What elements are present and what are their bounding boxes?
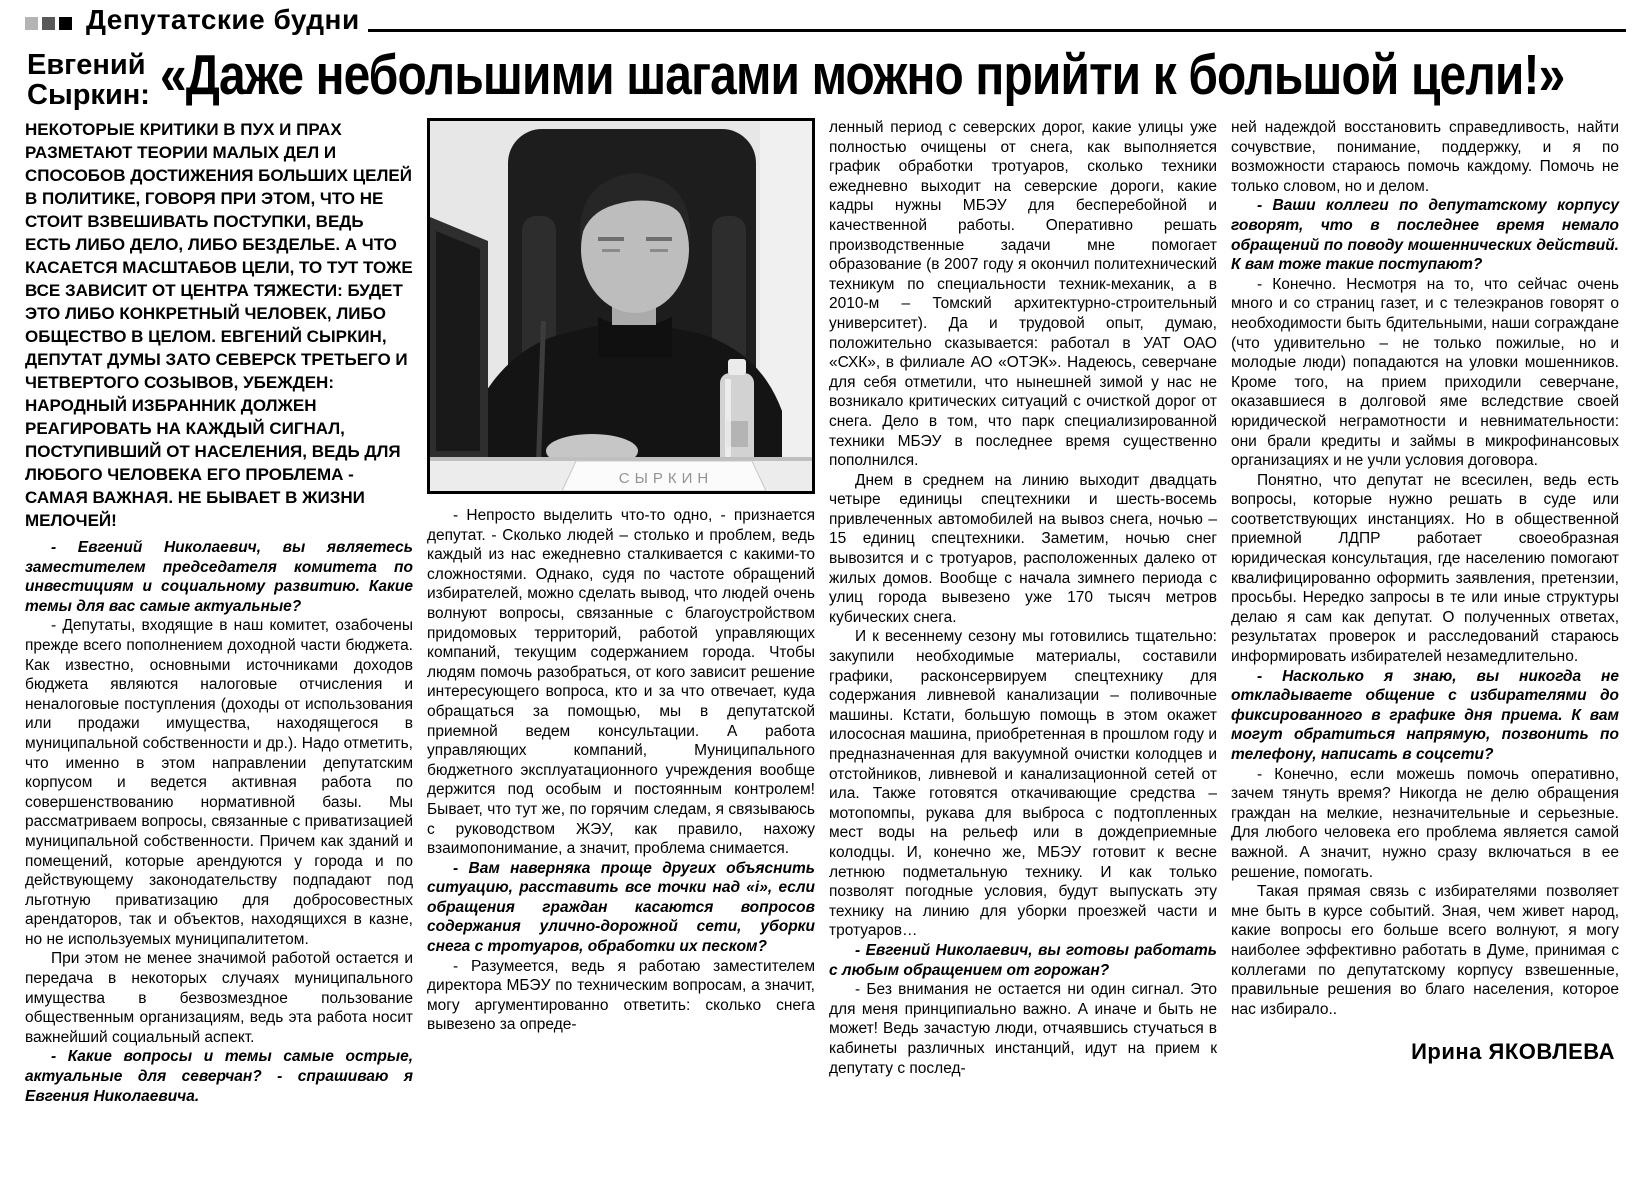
body-paragraph: Днем в среднем на линию выходит двадцать четыре единицы спецтехники и шесть-восемь привлеченных автомобилей на вывоз снега, ночью – 15 единиц спецтехники. Заметим, ночью снег вывозится и с тротуаров, расположенных далеко от жилых домов. Вообще с начала зимнего периода с улиц города вывезено уже 170 тысяч метров кубических снега. <box>829 471 1217 626</box>
kicker-rule <box>368 29 1626 32</box>
question-paragraph: - Евгений Николаевич, вы являетесь заместителем председателя комитета по инвестициям и социальному развитию. Какие темы для вас самые актуальные? <box>25 539 413 615</box>
headline-block <box>27 44 1626 110</box>
deputy-photo-graphic <box>430 121 812 491</box>
headline-quote: «Даже небольшими шагами можно прийти к большой цели!» <box>159 43 1565 107</box>
body-paragraph: Понятно, что депутат не всесилен, ведь есть вопросы, которые нужно решать в суде или соответствующих инстанциях. Но в общественной приемной ЛДПР работает своеобразная юридическая консультация, где населению помогают квалифицированно оформить заявления, претензии, просьбы. Нередко запросы в те или иные структуры делаю я сам как депутат. О полученных ответах, результатах проверок и расследований стараюсь информировать избирателей незамедлительно. <box>1231 471 1619 666</box>
question-paragraph: - Вам наверняка проще других объяснить ситуацию, расставить все точки над «i», если обращения граждан касаются вопросов содержания улично-дорожной сети, уборки снега с тротуаров, обработки их песком? <box>427 859 815 956</box>
desk-nameplate <box>562 461 766 491</box>
body-paragraph: - Депутаты, входящие в наш комитет, озабочены прежде всего пополнением доходной части бюджета. Как известно, основными источниками доходов бюджета являются налоговые отчисления и неналоговые поступления (доходы от использования или продажи имущества, находящегося в муниципальной собственности и др.). Надо отметить, что именно в этом направлении депутатским корпусом и ведется активная работа по совершенствованию нормативной базы. Мы рассматриваем вопросы, связанные с приватизацией муниципальной собственности. Причем как зданий и помещений, которые арендуются у города и по действующему законодательству подпадают под льготную приватизацию для добросовестных арендаторов, так и объектов, находящихся в казне, но не используемых муниципалитетом. <box>25 617 413 948</box>
article-body <box>25 118 1618 1201</box>
body-paragraph: - Разумеется, ведь я работаю заместителем директора МБЭУ по техническим вопросам, а значит, могу аргументированно ответить: сколько снега вывезено за опреде- <box>427 957 815 1034</box>
body-paragraph: - Непросто выделить что-то одно, - признается депутат. - Сколько людей – столько и проблем, ведь каждый из нас ежедневно сталкивается с какими-то сложностями. Однако, судя по частоте обращений избирателей, можно сделать вывод, что людей очень волнуют вопросы, связанные с благоустройством придомовых территорий, работой управляющих компаний, текущим содержанием города. Чтобы людям помочь разобраться, от кого зависит решение интересующего вопроса, кто и за что отвечает, куда обращаться за помощью, мы в депутатской приемной ведем консультации. А работа управляющих компаний, Муниципального бюджетного эксплуатационного учреждения вообще держится под особым и постоянным контролем! Бывает, что тут же, по горячим следам, я связываюсь с руководством ЖЭУ, как правило, нахожу взаимопонимание, а значит, проблема снимается. <box>427 507 815 858</box>
body-paragraph: - Конечно. Несмотря на то, что сейчас очень много и со страниц газет, и с телеэкранов говорят о необходимости быть бдительными, наши сограждане (что удивительно – не только пожилые, но и молодые люди) попадаются на уловки мошенников. Кроме того, на прием приходили северчане, оказавшиеся в долговой яме вследствие своей юридической неграмотности и невнимательности: они брали кредиты и займы в микрофинансовых организациях и не учли условия договора. <box>1231 275 1619 470</box>
question-paragraph: - Насколько я знаю, вы никогда не откладываете общение с избирателями до фиксированного в графике дня приема. К вам могут обратиться напрямую, позвонить по телефону, написать в соцсети? <box>1231 667 1619 763</box>
body-paragraph: И к весеннему сезону мы готовились тщательно: закупили необходимые материалы, составили графики, расконсервируем спецтехнику для содержания ливневой канализации – поливочные машины. Кстати, большую помощь в этом окажет илососная машина, приобретенная в прошлом году и предназначенная для вакуумной очистки колодцев и отстойников, ливневой и канализационной сетей от ила. Также готовятся откачивающие средства – мотопомпы, рукава для выброса с подтопленных мест воды на рельеф или в дождеприемные колодцы. И, конечно же, МБЭУ готовит к весне летнюю подметальную технику. И как только позволят погодные условия, будут выпускать эту технику на линию для уборки проезжей части и тротуаров… <box>829 628 1217 940</box>
body-paragraph: При этом не менее значимой работой остается и передача в некоторых случаях муниципального имущества в безвозмездное пользование общественным организациям, ведь эта работа носит важнейший социальный аспект. <box>25 950 413 1046</box>
body-paragraph: - Конечно, если можешь помочь оперативно, зачем тянуть время? Никогда не делю обращения граждан на мелкие, незначительные и серьезные. Для любого человека его проблема является самой важной. А значит, нужно сразу включаться в ее решение, помогать. <box>1231 765 1619 881</box>
body-paragraph: ленный период с северских дорог, какие улицы уже полностью очищены от снега, как выполняется график обработки тротуаров, сколько техники ежедневно выходит на северские дороги, какие кадры нужны МБЭУ для бесперебойной и качественной работы. Оперативно решать производственные задачи мне помогает образование (в 2007 году я окончил политехнический техникум по специальности техник-механик, а в 2010-м – Томский архитектурно-строительный университет). Да и трудовой опыт, думаю, положительно сказывается: работал в УАТ ОАО «СХК», в филиале АО «ОТЭК». Надеюсь, северчане для себя отметили, что нынешней зимой у нас не возникало критических ситуаций с очисткой дорог от снега. Дело в том, что парк специализированной техники МБЭУ в последнее время существенно пополнился. <box>829 119 1217 470</box>
column-2 <box>427 118 815 1201</box>
question-paragraph: - Ваши коллеги по депутатскому корпусу говорят, что в последнее время немало обращений по поводу мошеннических действий. К вам тоже такие поступают? <box>1231 197 1619 274</box>
column-1 <box>25 118 413 1201</box>
section-header <box>25 6 1626 34</box>
headline-speaker-line1: Евгений <box>27 49 146 81</box>
body-paragraph: ней надеждой восстановить справедливость, найти сочувствие, понимание, поддержку, и я по возможности стараюсь помочь каждому. Помочь не только словом, но и делом. <box>1231 119 1619 195</box>
body-paragraph: - Без внимания не остается ни один сигнал. Это для меня принципиально важно. А иначе и быть не может! Ведь зачастую люди, отчаявшись стучаться в кабинеты различных инстанций, идут на прием к депутату с послед- <box>829 981 1217 1077</box>
headline-quote-wrap <box>160 44 1642 106</box>
column-4 <box>1231 118 1619 1201</box>
body-paragraph: Такая прямая связь с избирателями позволяет мне быть в курсе событий. Зная, чем живет народ, какие вопросы его больше всего волнуют, я могу наиболее эффективно работать в Думе, принимая с коллегами по депутатскому корпусу взвешенные, правильные решения во благо населения, которое нас избирало.. <box>1231 883 1619 1018</box>
water-bottle <box>720 359 754 473</box>
section-marker-icon <box>25 17 76 30</box>
section-kicker: Депутатские будни <box>86 4 360 35</box>
nameplate-text: СЫРКИН <box>618 470 714 487</box>
author-byline: Ирина ЯКОВЛЕВА <box>1411 1039 1615 1065</box>
headline-speaker <box>27 44 150 110</box>
headline-speaker-line2: Сыркин: <box>27 79 150 111</box>
column-3 <box>829 118 1217 1201</box>
question-paragraph: - Евгений Николаевич, вы готовы работать с любым обращением от горожан? <box>829 941 1217 979</box>
lead-paragraph: НЕКОТОРЫЕ КРИТИКИ В ПУХ И ПРАХ РАЗМЕТАЮТ ТЕОРИИ МАЛЫХ ДЕЛ И СПОСОБОВ ДОСТИЖЕНИЯ БОЛЬШИХ ЦЕЛЕЙ В ПОЛИТИКЕ, ГОВОРЯ ПРИ ЭТОМ, ЧТО НЕ СТОИТ ВЗВЕШИВАТЬ ПОСТУПКИ, ВЕДЬ ЕСТЬ ЛИБО ДЕЛО, ЛИБО БЕЗДЕЛЬЕ. А ЧТО КАСАЕТСЯ МАСШТАБОВ ЦЕЛИ, ТО ТУТ ТОЖЕ ВСЕ ЗАВИСИТ ОТ ЦЕНТРА ТЯЖЕСТИ: БУДЕТ ЭТО ЛИБО КОНКРЕТНЫЙ ЧЕЛОВЕК, ЛИБО ОБЩЕСТВО В ЦЕЛОМ. ЕВГЕНИЙ СЫРКИН, ДЕПУТАТ ДУМЫ ЗАТО СЕВЕРСК ТРЕТЬЕГО И ЧЕТВЕРТОГО СОЗЫВОВ, УБЕЖДЕН: НАРОДНЫЙ ИЗБРАННИК ДОЛЖЕН РЕАГИРОВАТЬ НА КАЖДЫЙ СИГНАЛ, ПОСТУПИВШИЙ ОТ НАСЕЛЕНИЯ, ВЕДЬ ДЛЯ ЛЮБОГО ЧЕЛОВЕКА ЕГО ПРОБЛЕМА - САМАЯ ВАЖНАЯ. НЕ БЫВАЕТ В ЖИЗНИ МЕЛОЧЕЙ! <box>25 120 413 530</box>
question-paragraph: - Какие вопросы и темы самые острые, актуальные для северчан? - спрашиваю я Евгения Николаевича. <box>25 1048 413 1105</box>
deputy-photo <box>427 118 815 494</box>
